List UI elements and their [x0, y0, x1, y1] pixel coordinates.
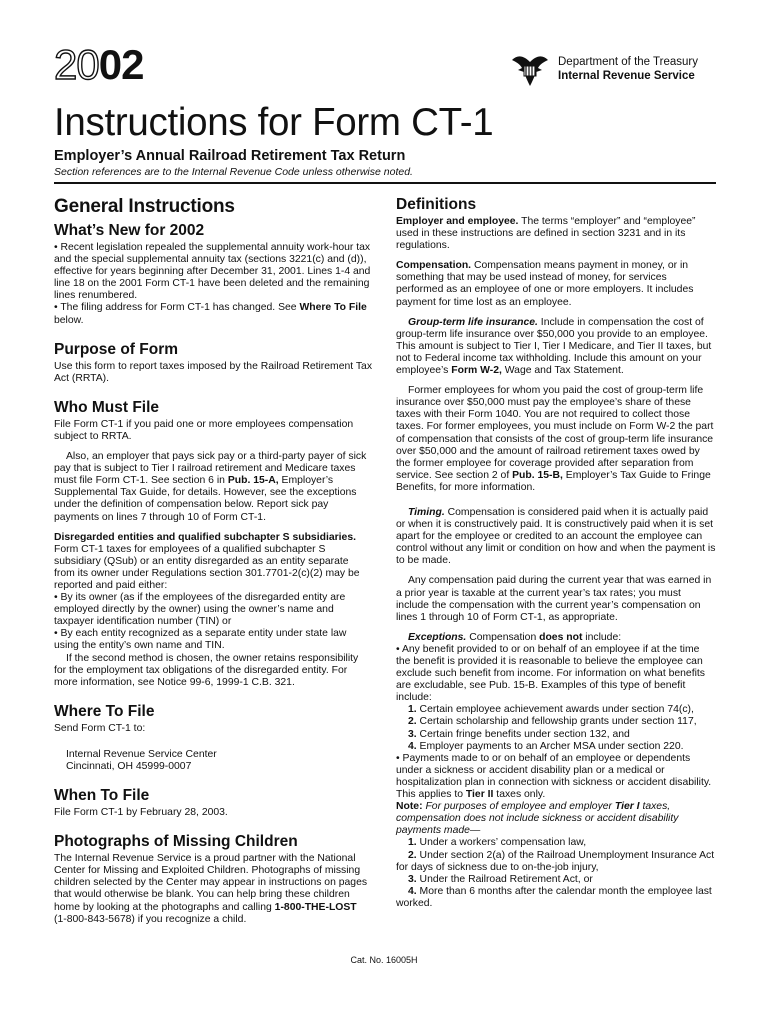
list-item: 2. Certain scholarship and fellowship grants under section 117,	[408, 716, 697, 728]
list-item: 3. Under the Railroad Retirement Act, or	[408, 873, 593, 885]
exceptions-para: Exceptions. Compensation does not include:	[408, 631, 622, 643]
when-to-file-text: File Form CT-1 by February 28, 2003.	[54, 807, 228, 819]
timing-para: Timing. Compensation is considered paid when it is actually paid or when it is constructively paid. It is constructively paid when it is set apart for the employee or credited to an account the employee can control without any limit or condition on how and when the payment is to be made.	[396, 506, 716, 567]
former-employees-para: Former employees for whom you paid the cost of group-term life insurance over $50,000 must pay the employee’s share of these taxes with their Form 1040. You are not required to collect those taxes. For former employees, you must include on Form W-2 the part of compensation that consists of the cost of group-term life insurance over $50,000 and the amount of railroad retirement taxes owed by the former employee for coverage provided after separation from service. See section 2 of Pub. 15-B, Employer’s Tax Guide to Fringe Benefits, for more information.	[396, 385, 714, 493]
form-year	[54, 41, 144, 88]
header-divider	[54, 182, 716, 184]
employer-employee-def: Employer and employee. The terms “employer” and “employee” used in these instructions are defined in section 3231 and in its regulations.	[396, 216, 696, 252]
document-subtitle: Employer’s Annual Railroad Retirement Tax Return	[54, 148, 406, 164]
where-to-file-reference: Where To File	[299, 302, 367, 314]
catalog-number: Cat. No. 16005H	[350, 955, 418, 965]
list-item: 2. Under section 2(a) of the Railroad Unemployment Insurance Act for days of sickness due to on-the-job injury,	[396, 849, 715, 873]
group-term-life-para: Group-term life insurance. Include in compensation the cost of group-term life insurance over $50,000 you provide to an employee. This amount is subject to Tier I, Tier I Medicare, and Tier II taxes, but not to Federal income tax withholding. Include this amount on your employee’s Form W-2, Wage and Tax Statement.	[396, 316, 712, 377]
list-item: 4. Employer payments to an Archer MSA under section 220.	[408, 740, 684, 752]
benefit-examples-list	[396, 704, 716, 752]
general-instructions-heading: General Instructions	[54, 196, 235, 217]
disregarded-p4: If the second method is chosen, the owner retains responsibility for the employment tax obligations of the disregarded entity. For more information, see Notice 99-6, 1999-1 C.B. 321.	[54, 652, 359, 688]
photographs-text: The Internal Revenue Service is a proud partner with the National Center for Missing and Exploited Children. Photographs of missing children selected by the Center may appear in instructions on pages that would otherwise be blank. You can help bring these children home by looking at the photographs and calling 1-800-THE-LOST (1-800-843-5678) if you recognize a child.	[54, 853, 368, 925]
when-to-file-heading: When To File	[54, 787, 150, 805]
irs-eagle-logo-icon	[510, 52, 550, 88]
left-column	[54, 196, 372, 926]
agency-text	[558, 52, 698, 83]
whats-new-heading: What’s New for 2002	[54, 222, 205, 239]
section-references-note: Section references are to the Internal Revenue Code unless otherwise noted.	[54, 166, 413, 178]
list-item: 1. Certain employee achievement awards under section 74(c),	[408, 704, 694, 716]
exceptions-bullet-1: • Any benefit provided to or on behalf of an employee if at the time the benefit is provided it is reasonable to believe the employee can exclude such benefit from income. For information on what benefits are excludable, see Pub. 15-B. Examples of this type of benefit include:	[396, 643, 705, 704]
disregarded-entities-para: Disregarded entities and qualified subchapter S subsidiaries. Form CT-1 taxes for employees of a qualified subchapter S subsidiary (QSub) or an entity disregarded as an entity separate from its owner under Regulations section 301.7701-2(c)(2) may be reported and paid either:	[54, 531, 360, 591]
photographs-heading: Photographs of Missing Children	[54, 833, 298, 851]
department-name: Department of the Treasury	[558, 56, 698, 68]
whats-new-bullet-1: • Recent legislation repealed the supplemental annuity work-hour tax and the special supplemental annuity tax (sections 3221(c) and (d)), effective for years beginning after December 31, 2001. Lines 1-4 and line 18 on the 2001 Form CT-1 have been deleted and the remaining lines renumbered.	[54, 242, 371, 302]
tier-i-note: Note: For purposes of employee and employer Tier I taxes, compensation does not include sickness or accident disability payments made—	[396, 801, 679, 837]
agency-block	[510, 52, 698, 88]
where-to-file-heading: Where To File	[54, 702, 155, 720]
definitions-heading: Definitions	[396, 196, 477, 213]
purpose-text: Use this form to report taxes imposed by the Railroad Retirement Tax Act (RRTA).	[54, 360, 373, 384]
disregarded-bullet-2: • By each entity recognized as a separate entity under state law using the entity’s own name and TIN.	[54, 628, 347, 652]
any-compensation-para: Any compensation paid during the current year that was earned in a prior year is taxable at the current year’s tax rates; you must include the compensation with the current year’s compensation on lines 1 through 10 of Form CT-1, as appropriate.	[396, 575, 712, 623]
purpose-heading: Purpose of Form	[54, 340, 179, 358]
disregarded-bullet-1: • By its owner (as if the employees of the disregarded entity are employed directly by the owner) using the owner’s name and taxpayer identification number (TIN) or	[54, 592, 346, 628]
who-must-file-heading: Who Must File	[54, 398, 160, 416]
who-must-file-p2: Also, an employer that pays sick pay or a third-party payer of sick pay that is subject to Tier I railroad retirement and Medicare taxes must file Form CT-1. See section 6 in Pub. 15-A, Employer’s Supplemental Tax Guide, for details. However, see the exceptions under the definition of compensation below. Report sick pay payments on lines 7 through 10 of Form CT-1.	[54, 451, 367, 523]
disability-payments-list	[396, 837, 716, 910]
whats-new-bullet-2: • The filing address for Form CT-1 has changed. See Where To File below.	[54, 302, 367, 326]
where-to-file-text: Send Form CT-1 to:	[54, 722, 146, 734]
document-title: Instructions for Form CT-1	[54, 101, 494, 144]
irs-name: Internal Revenue Service	[558, 70, 695, 82]
list-item: 4. More than 6 months after the calendar month the employee last worked.	[396, 885, 712, 909]
compensation-def: Compensation. Compensation means payment in money, or in something that may be used instead of money, for services performed as an employee of one or more employers. It includes payment for time lost as an employee.	[396, 260, 694, 308]
who-must-file-p1: File Form CT-1 if you paid one or more employees compensation subject to RRTA.	[54, 418, 354, 442]
filing-address: Internal Revenue Service Center Cincinnati, OH 45999-0007	[66, 748, 217, 772]
exceptions-bullet-2: • Payments made to or on behalf of an employee or dependents under a sickness or accident disability plan or a medical or hospitalization plan in connection with sickness or accident disability. This applies to Tier II taxes only.	[396, 752, 712, 801]
list-item: 1. Under a workers’ compensation law,	[408, 837, 587, 849]
right-column	[396, 196, 716, 910]
year-bold: 02	[98, 41, 144, 88]
list-item: 3. Certain fringe benefits under section 132, and	[408, 728, 630, 740]
missing-children-phone: 1-800-THE-LOST	[274, 901, 357, 913]
year-outline: 20	[54, 41, 99, 88]
